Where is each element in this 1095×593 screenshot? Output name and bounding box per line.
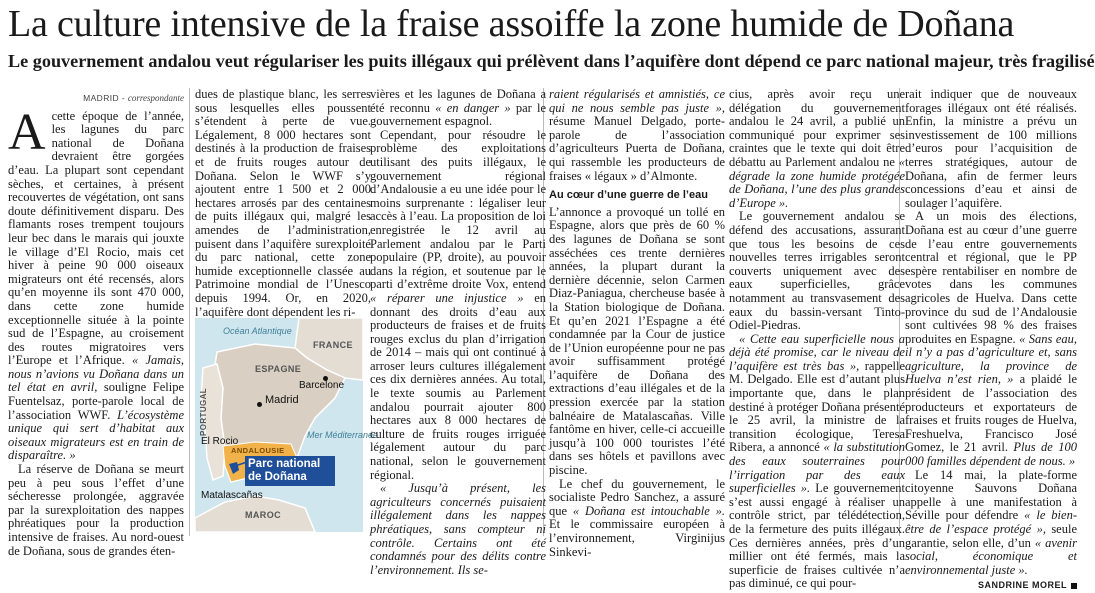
madrid-dot [257,402,262,407]
column-6 [905,88,1077,593]
paragraph: dues de plastique blanc, les serres sous lesquelles elles poussent s’étendent à perte de vue. Légalement, 8 000 hectares sont destinés à la production de fraises et de fruits rouges autour de Doñana. Selon le WWF s’y ajoutent entre 1 500 et 2 000 hectares arrosés par des centaines de puits illégaux qui, malgré les amendes de l’administration, puisent dans l’aquifère surexploité du parc national, cette zone humide exceptionnelle classée au Patrimoine mondial de l’Unesco depuis 1994. Or, en 2020, l’aquifère dont dépendent les ri- [195,87,371,319]
portugal-label: PORTUGAL [199,387,208,436]
paragraph [370,88,546,129]
author-signature [905,579,1077,593]
headline: La culture intensive de la fraise assoiffe la zone humide de Doñana [8,3,1015,45]
paragraph [370,129,546,482]
paragraph [549,478,725,560]
author-name: SANDRINE MOREL [977,580,1067,591]
subheadline: Le gouvernement andalou veut régulariser les puits illégaux qui prélèvent dans l’aquifère dont dépend ce parc national majeur, très fragilisé [8,51,1095,71]
quote: « Cette eau superficielle nous a déjà été promise, car le niveau de l’aquifère est très bas », [729,331,905,373]
paragraph [729,88,905,210]
drop-cap: A [8,103,46,161]
column-3 [370,88,546,577]
barcelone-label: Barcelone [299,380,345,391]
quote: « Doñana est intouchable ». [572,503,725,518]
paragraph [905,210,1077,468]
dateline-role: correspondante [127,93,184,103]
quote: Plus de 100 000 familles dépendent de nous. » [905,440,1077,469]
quote: « avenir social, économique et environnemental juste ». [905,535,1078,577]
paragraph: Le gouvernement andalou se défend des accusations, assurant que tous les besoins de ces nouvelles terres irrigables seront couverts uniquement avec des eaux superficielles, grâce notamment au transvasement des eaux du bassin-versant Tinto-Odiel-Piedras. [729,209,905,333]
text: Le gouvernement s’est aussi engagé à réaliser un contrôle strict, par télédétection, de la fermeture des puits illégaux. Ces dernières années, près d’un millier ont été fermés, mais la superficie de fraises cultivée n’a pas diminué, ce qui pour- [729,481,905,591]
text: par le gouvernement espagnol. [370,100,547,129]
text: cette époque de l’année, les lagunes du parc national de Doñana devraient être gorgées d’eau. La plupart sont cependant sèches, et certaines, à présent recouvertes de végétation, ont sans doute définitivement disparu. Des flamants roses trempent toujours leur bec dans le marais qui jouxte le village d’El Rocio, mais cet hiver à peine 90 000 oiseaux migrateurs ont été recensés, alors qu’en moyenne ils sont 470 000, dans cette zone humide exceptionnelle située à la pointe sud de l’Espagne, au croisement des routes migratoires vers l’Europe et l’Afrique. [8,108,184,368]
quote: « dégrade la zone humide protégée de Doñana, l’une des plus grandes d’Europe ». [729,154,906,210]
text: résume Manuel Delgado, porte-parole de l’association d’agriculteurs Puerta de Doñana, qui rassemble les producteurs de fraises « légaux » d’Almonte. [549,114,725,183]
intertitle: Au cœur d’une guerre de l’eau [549,189,708,202]
quote: « Sans eau, il n’y a pas d’agriculture et, sans agriculture, la province de Huelva n’est rien, » [905,331,1077,387]
france-label: FRANCE [313,340,353,350]
column-rule [189,88,190,536]
map-figure [195,318,379,532]
paragraph: rait indiquer que de nouveaux forages illégaux ont été réalisés. Enfin, la ministre a prévu un investissement de 100 millions d’euros pour l’acquisition de terres stratégiques, autour de Doñana, afin de fermer leurs concessions d’eau et ainsi de soulager l’aquifère. [905,87,1077,210]
atlantic-label: Océan Atlantique [223,326,292,336]
maroc-label: MAROC [245,510,281,520]
text: seule garantie, selon elle, d’un [905,522,1077,550]
quote: « le bien-être de l’espace protégé », [905,508,1077,536]
paragraph [549,88,725,183]
column-4 [549,88,725,559]
paragraph: La réserve de Doñana se meurt peu à peu sous l’effet d’une sécheresse prolongée, aggravée par la surexploitation des nappes phréatiques pour la production intensive de fraises. Au nord-ouest de Doñana, sous de grandes éten- [8,462,184,558]
quote: L’écosystème unique qui sert d’habitat aux oiseaux migrateurs est en train de disparaître. » [8,407,184,463]
text: Le chef du gouvernement, le socialiste Pedro Sanchez, a assuré que [549,476,725,518]
end-mark-icon [1071,583,1077,589]
quote: « en danger » [435,100,511,115]
paragraph: L’annonce a provoqué un tollé en Espagne, alors que près de 60 % des lagunes de Doñana se sont asséchées ces trente dernières années, la plupart durant la dernière décennie, selon Carmen Diaz-Paniagua, chercheuse basée à la Station biologique de Doñana. Et qu’en 2021 l’Espagne a été condamnée par la Cour de justice de l’Union européenne pour ne pas avoir suffisamment protégé l’aquifère de Doñana des extractions d’eau illégales et de la pression exercée par la station balnéaire de Matalascañas. Ville fantôme en hiver, celle-ci accueille jusqu’à 100 000 touristes l’été dans ses hôtels et pavillons avec piscine. [549,204,725,478]
text: a plaidé le président de l’association des producteurs et exportateurs de fraises et fruits rouges de Huelva, Freshuelva, Francisco José Gomez, le 21 avril. [905,372,1077,455]
park-label: Parc national de Doñana [245,456,335,486]
quote: « Jusqu’à présent, les agriculteurs concernés puisaient illégalement dans les nappes phréatiques, sans compteur ni contrôle. Certains ont été condamnés pour des délits contre l’environnement. Ils se- [370,481,546,577]
madrid-label: Madrid [265,394,299,406]
paragraph [905,469,1077,578]
quote: « Jamais, nous n’avions vu Doñana dans un tel état en avril, [8,353,184,395]
dateline-place: MADRID [83,93,120,103]
column-1 [8,92,184,558]
paragraph [370,482,546,577]
andalousie-label: ANDALOUSIE [231,446,285,455]
text: Cependant, pour résoudre le problème des exploitations utilisant des puits illégaux, le gouvernement régional d’Andalousie a eu une idée pour le moins surprenante : légaliser leur accès à l’eau. La proposition de loi enregistrée le 12 avril au Parlement andalou par le Parti populaire (PP, droite), au pouvoir dans la région, et soutenue par le parti d’extrême droite Vox, entend [370,127,546,292]
text: Le 14 mai, la plate-forme citoyenne Sauvons Doñana appelle à une manifestation à Séville pour défendre [905,467,1077,523]
text: souligne Felipe Fuentelsaz, porte-parole local de l’association WWF. [8,380,184,422]
elrocio-label: El Rocio [201,436,239,447]
matalascanas-label: Matalascañas [201,490,263,501]
dateline: MADRID - correspondante [83,93,184,103]
text: vières et les lagunes de Doñana a été reconnu [370,87,546,115]
lead-paragraph [8,103,184,463]
text: rappelle M. Delgado. Elle est d’autant plus importante que, dans le plan destiné à protéger Doñana présenté le 25 avril, la ministre de la transition écologique, Teresa Ribera, a annoncé [729,358,906,455]
column-5 [729,88,905,591]
text: A un mois des élections, Doñana est au cœur d’une guerre de l’eau entre gouvernements central et régional, que le PP espère rentabiliser en nombre de votes dans les communes agricoles de Huelva. Dans cette province du sud de l’Andalousie sont cultivées 98 % des fraises produites en Espagne. [905,209,1077,346]
paragraph [729,333,905,591]
text: Et le commissaire européen à l’environnement, Virginijus Sinkevi- [549,517,725,559]
quote: « réparer une injustice » [370,290,524,305]
espagne-label: ESPAGNE [255,364,302,374]
quote: « la substitution des eaux souterraines pour l’irrigation par des eaux superficielles ». [729,440,905,496]
quote: raient régularisés et amnistiés, ce qui ne nous semble pas juste », [549,87,725,115]
med-label: Mer Méditerranée [307,430,379,440]
text: en donnant des droits d’eau aux producteurs de fraises et de fruits rouges exclus du plan d’irrigation de 2014 – mais qui ont continué à arroser leurs cultures illégalement ces dix dernières années. Au total, le texte soumis au Parlement andalou pourrait ajouter 800 hectares aux 8 000 hectares de culture de fruits rouges irriguée légalement autour du parc national, selon le gouvernement régional. [370,290,546,482]
text: cius, après avoir reçu une délégation du gouvernement andalou le 24 avril, a publié un communiqué pour exprimer ses craintes que le texte qui doit être débattu au Parlement andalou ne [729,87,905,169]
column-2 [195,88,371,319]
